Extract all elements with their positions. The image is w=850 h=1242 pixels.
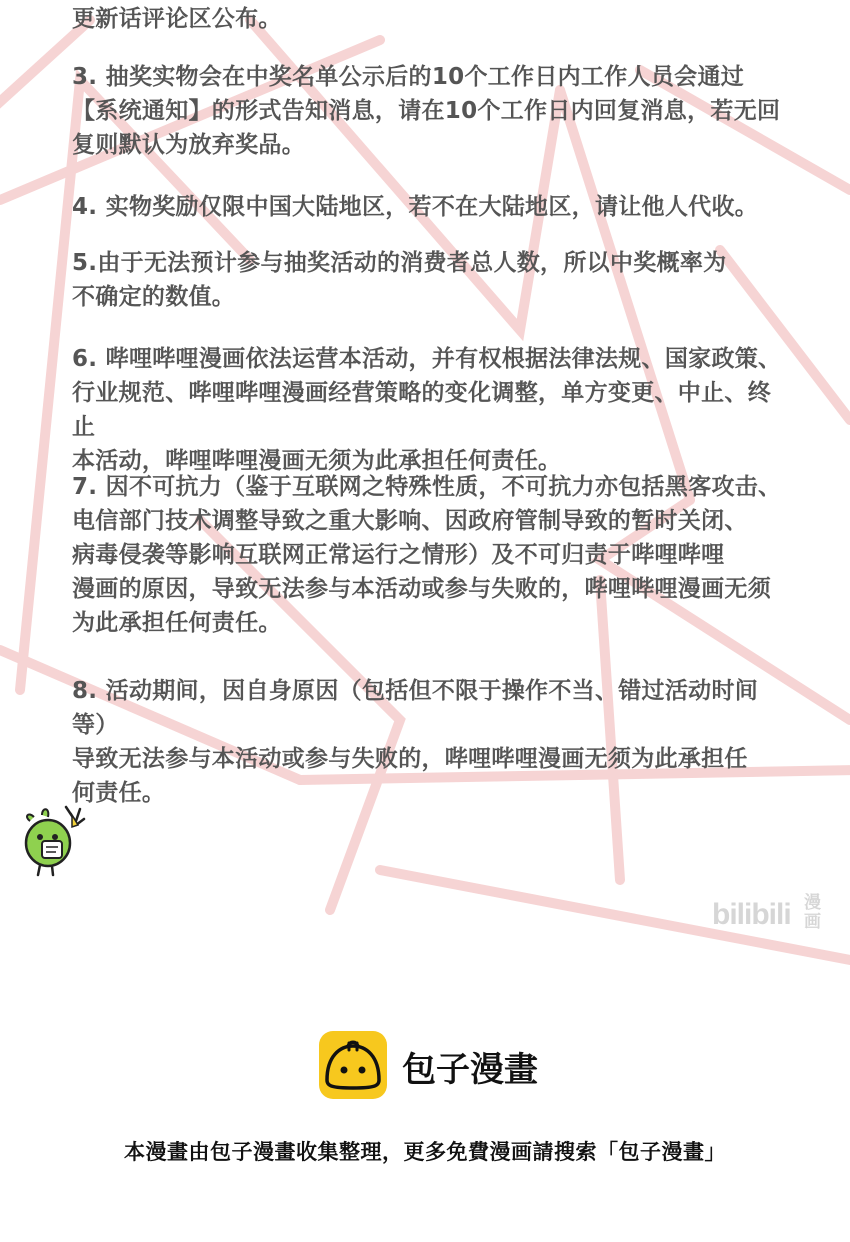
rules-paragraph: 5.由于无法预计参与抽奖活动的消费者总人数，所以中奖概率为 不确定的数值。: [72, 250, 727, 310]
mascot-icon: [22, 803, 86, 879]
watermark-suffix: 漫画: [804, 893, 821, 932]
rules-paragraph: 8. 活动期间，因自身原因（包括但不限于操作不当、错过活动时间等） 导致无法参与本活动或参与失败的，哔哩哔哩漫画无须为此承担任 何责任。: [72, 678, 759, 806]
rules-paragraph: 7. 因不可抗力（鉴于互联网之特殊性质，不可抗力亦包括黑客攻击、 电信部门技术调整导致之重大影响、因政府管制导致的暂时关闭、 病毒侵袭等影响互联网正常运行之情形）及不可归责于哔哩哔哩 漫画的原因，导致无法参与本活动或参与失败的，哔哩哔哩漫画无须 为此承担任何责任。: [72, 474, 782, 636]
rules-paragraph: 4. 实物奖励仅限中国大陆地区，若不在大陆地区，请让他人代收。: [72, 194, 759, 220]
source-note: 本漫畫由包子漫畫收集整理，更多免費漫画請搜索「包子漫畫」: [124, 1140, 726, 1164]
brand-name: 包子漫畫: [402, 1050, 538, 1090]
watermark-text: bilibili: [712, 898, 791, 931]
rules-paragraph: 更新话评论区公布。: [72, 6, 282, 32]
bun-face-icon: [318, 1030, 388, 1100]
bilibili-watermark: [712, 892, 830, 942]
rules-paragraph: 6. 哔哩哔哩漫画依法运营本活动，并有权根据法律法规、国家政策、 行业规范、哔哩哔哩漫画经营策略的变化调整，单方变更、中止、终止 本活动，哔哩哔哩漫画无须为此承担任何责任。: [72, 346, 782, 474]
rules-paragraph: 3. 抽奖实物会在中奖名单公示后的10个工作日内工作人员会通过 【系统通知】的形式告知消息，请在10个工作日内回复消息，若无回 复则默认为放弃奖品。: [72, 64, 781, 158]
